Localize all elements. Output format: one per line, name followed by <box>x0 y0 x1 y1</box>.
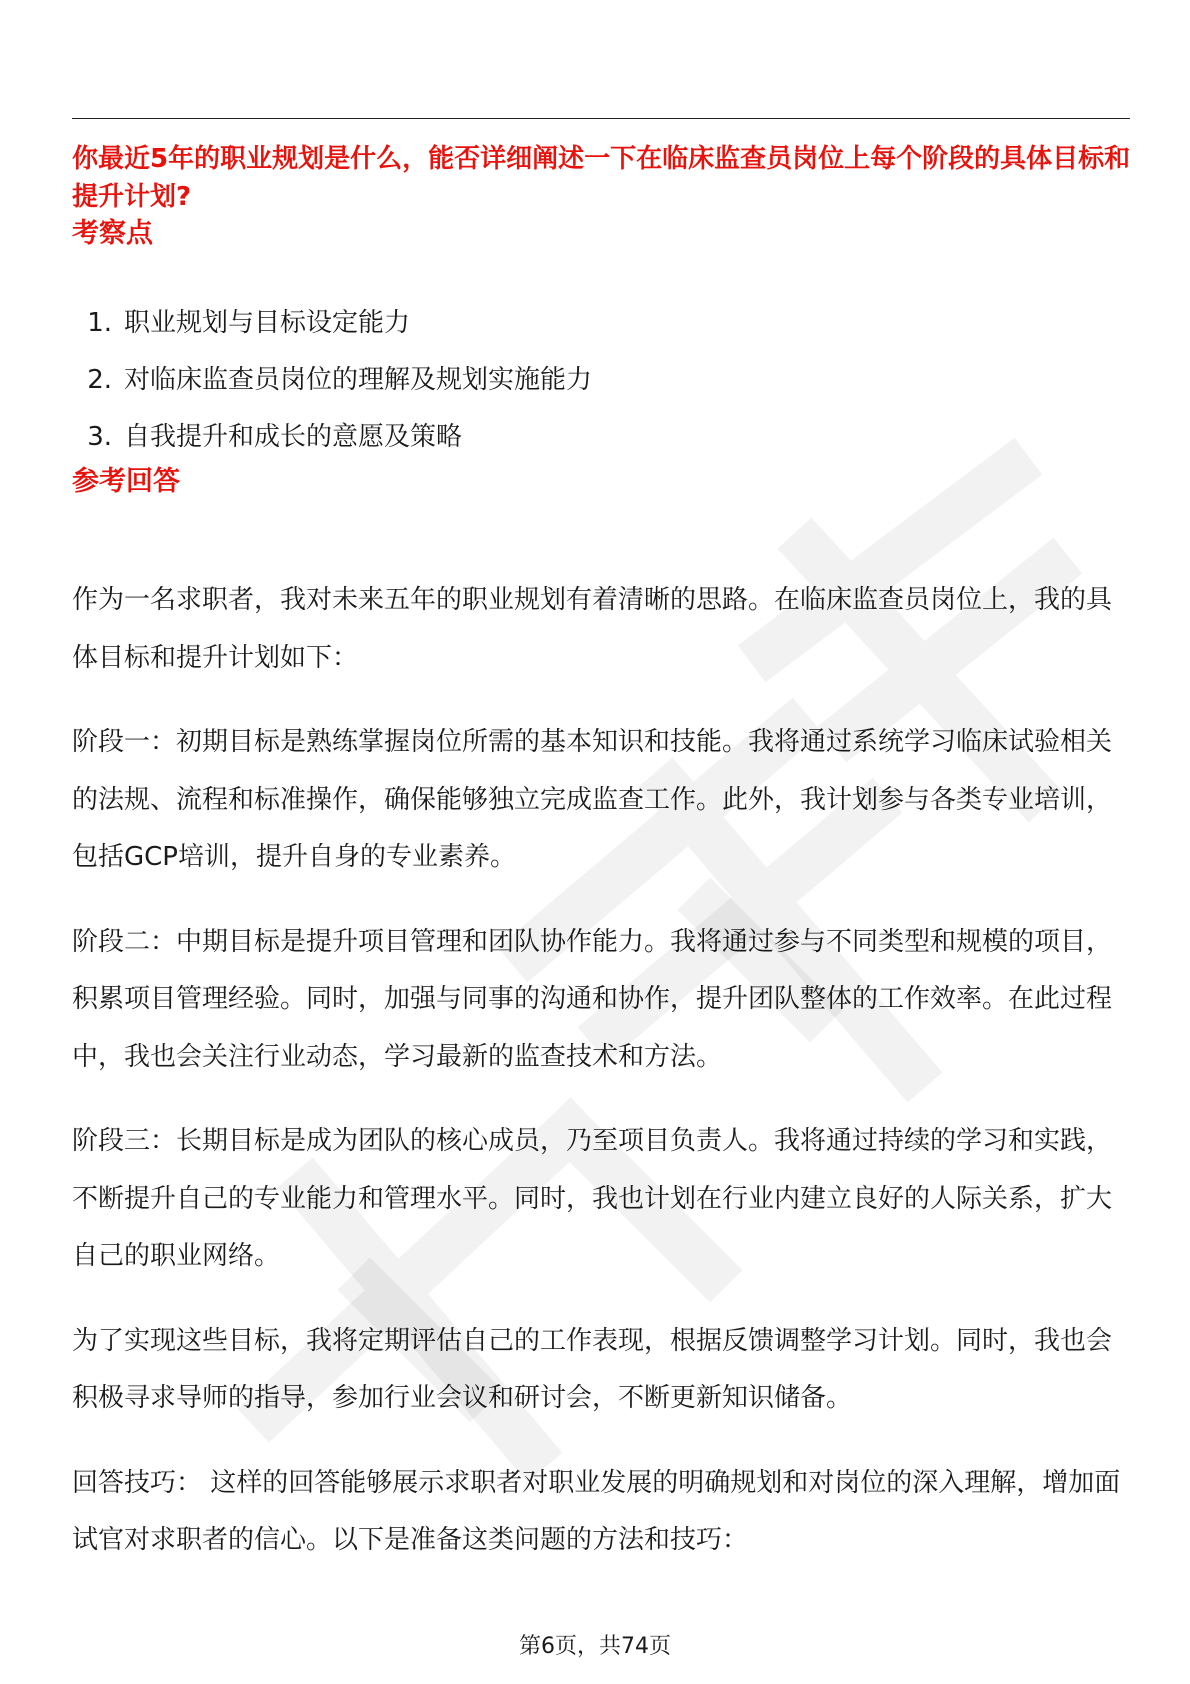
answer-paragraph: 阶段一：初期目标是熟练掌握岗位所需的基本知识和技能。我将通过系统学习临床试验相关的法规、流程和标准操作，确保能够独立完成监查工作。此外，我计划参与各类专业培训，包括GCP培训，提升自身的专业素养。 <box>72 727 1113 872</box>
answer-paragraph: 为了实现这些目标，我将定期评估自己的工作表现，根据反馈调整学习计划。同时，我也会积极寻求导师的指导，参加行业会议和研讨会，不断更新知识储备。 <box>72 1325 1113 1413</box>
answer-paragraph: 阶段二：中期目标是提升项目管理和团队协作能力。我将通过参与不同类型和规模的项目，积累项目管理经验。同时，加强与同事的沟通和协作，提升团队整体的工作效率。在此过程中，我也会关注行业动态，学习最新的监查技术和方法。 <box>72 926 1113 1072</box>
top-divider <box>72 118 1130 119</box>
exam-points-list <box>72 305 592 476</box>
page-footer: 第6页，共74页 <box>519 1634 671 1659</box>
list-number: 1. <box>87 308 112 338</box>
answer-paragraph: 作为一名求职者，我对未来五年的职业规划有着清晰的思路。在临床监查员岗位上，我的具体目标和提升计划如下： <box>72 585 1113 673</box>
list-number: 2. <box>87 365 112 395</box>
list-text: 对临床监查员岗位的理解及规划实施能力 <box>124 365 593 395</box>
list-number: 3. <box>87 422 112 452</box>
answer-paragraph: 回答技巧： 这样的回答能够展示求职者对职业发展的明确规划和对岗位的深入理解，增加面试官对求职者的信心。以下是准备这类问题的方法和技巧： <box>72 1467 1121 1555</box>
exam-points-title: 考察点 <box>72 218 153 249</box>
answer-body <box>72 572 1122 1597</box>
interview-question: 你最近5年的职业规划是什么，能否详细阐述一下在临床监查员岗位上每个阶段的具体目标和提升计划? <box>72 144 1131 212</box>
answer-paragraph: 阶段三：长期目标是成为团队的核心成员，乃至项目负责人。我将通过持续的学习和实践，不断提升自己的专业能力和管理水平。同时，我也计划在行业内建立良好的人际关系，扩大自己的职业网络。 <box>72 1126 1113 1271</box>
list-text: 职业规划与目标设定能力 <box>124 308 411 338</box>
list-item <box>72 362 592 419</box>
list-text: 自我提升和成长的意愿及策略 <box>124 422 463 452</box>
list-item <box>72 305 592 362</box>
answer-title: 参考回答 <box>72 466 180 497</box>
